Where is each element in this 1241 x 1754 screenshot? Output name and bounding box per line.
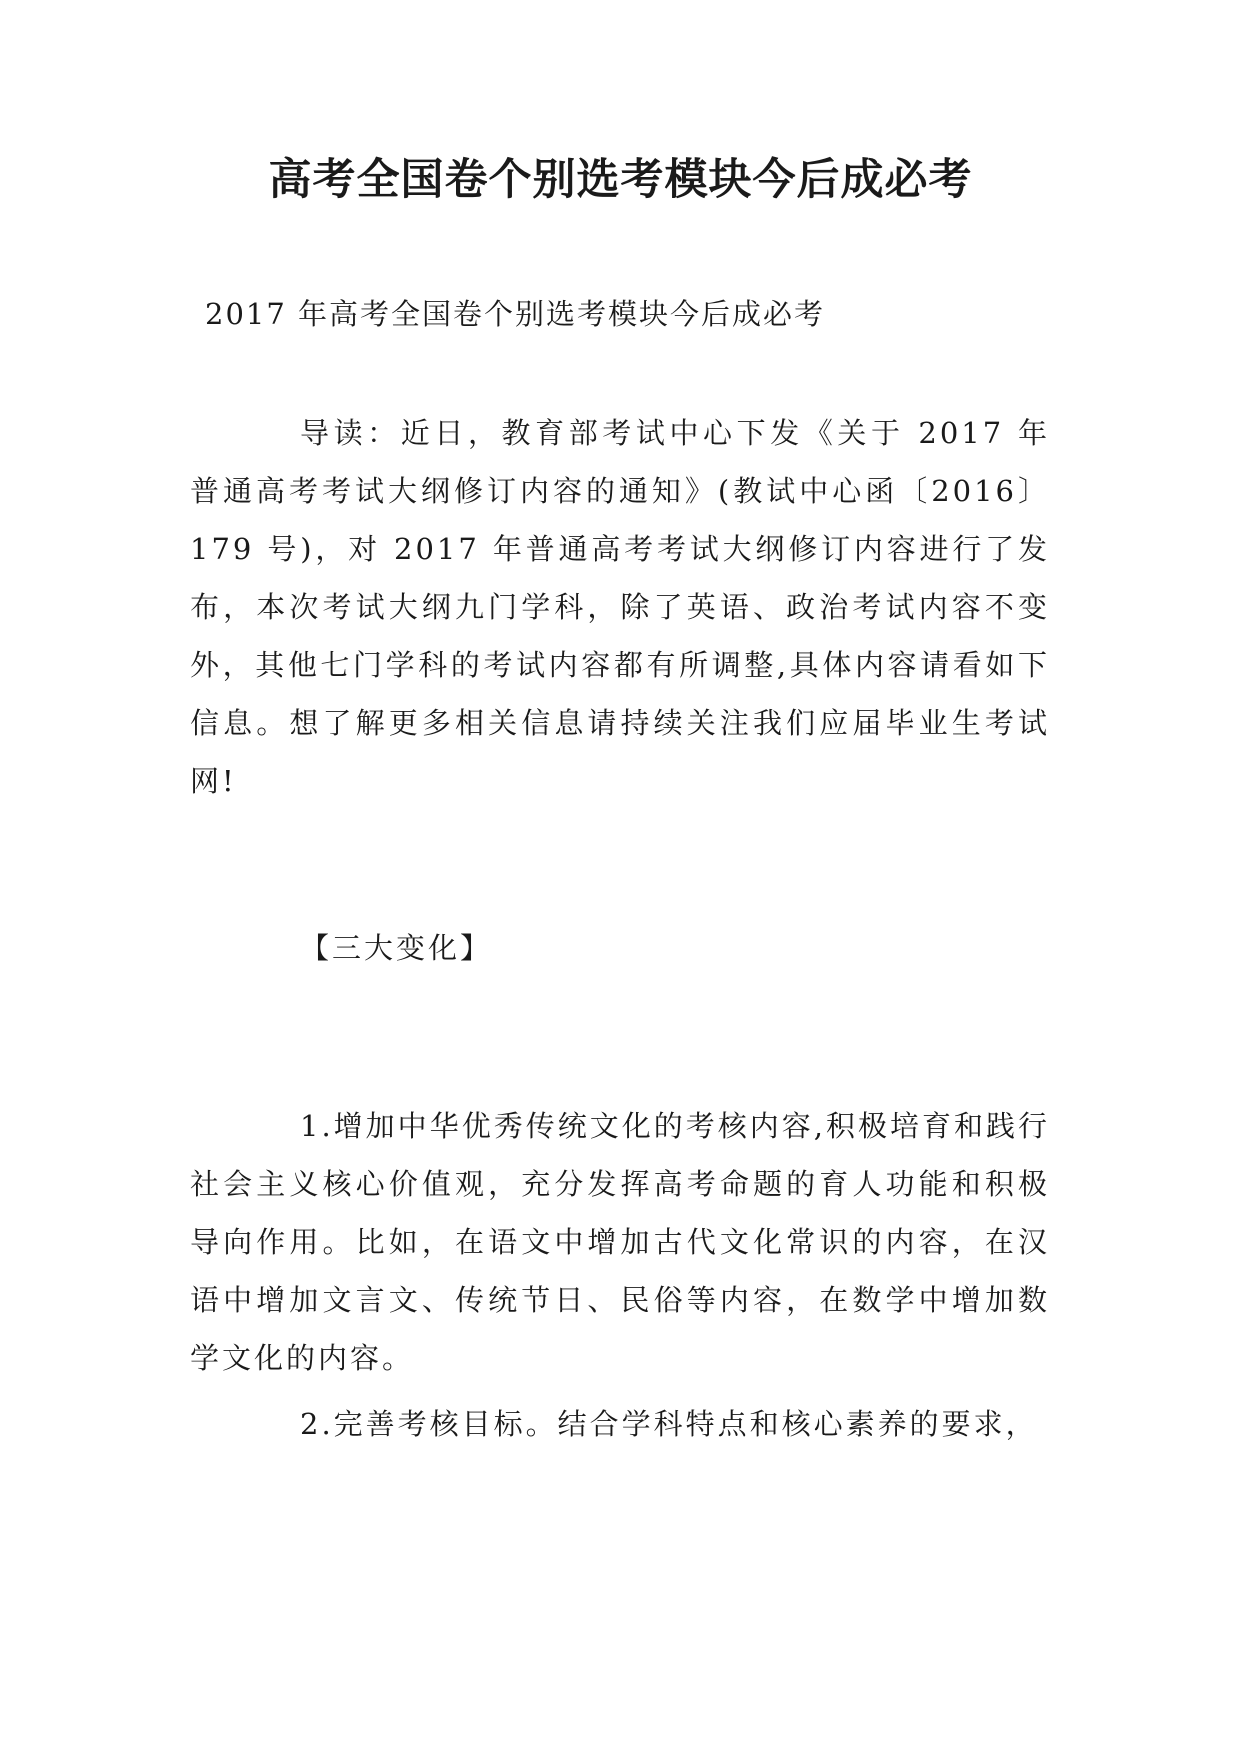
document-title: 高考全国卷个别选考模块今后成必考 bbox=[268, 155, 973, 205]
list-item: 1.增加中华优秀传统文化的考核内容,积极培育和践行社会主义核心价值观，充分发挥高考命题的育人功能和积极导向作用。比如，在语文中增加古代文化常识的内容，在汉语中增加文言文、传统节日、民俗等内容，在数学中增加数学文化的内容。 bbox=[190, 1109, 1050, 1375]
document-subtitle: 2017 年高考全国卷个别选考模块今后成必考 bbox=[205, 297, 826, 331]
intro-paragraph: 导读：近日，教育部考试中心下发《关于 2017 年普通高考考试大纲修订内容的通知》(教试中心函〔2016〕179 号)，对 2017 年普通高考考试大纲修订内容进行了发布，本次考试大纲九门学科，除了英语、政治考试内容不变外，其他七门学科的考试内容都有所调整,具体内容请看如下信息。想了解更多相关信息请持续关注我们应届毕业生考试网! bbox=[190, 416, 1050, 798]
section-heading: 【三大变化】 bbox=[300, 931, 493, 965]
list-item: 2.完善考核目标。结合学科特点和核心素养的要求， bbox=[300, 1407, 1038, 1441]
